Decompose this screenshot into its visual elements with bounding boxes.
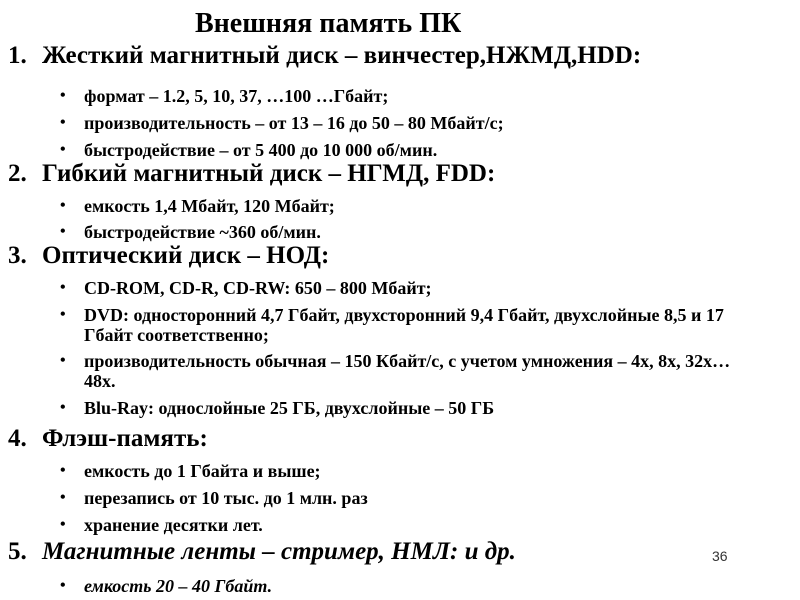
bullet-4-2 [60,488,368,508]
section-1-title: Жесткий магнитный диск – винчестер,НЖМД,HDD: [42,42,642,69]
section-5-heading [8,538,516,566]
section-3-heading [8,242,329,270]
bullet-text: Blu-Ray: однослойные 25 ГБ, двухслойные – 50 ГБ [84,398,495,418]
bullet-dot-icon: • [60,223,66,240]
section-3-title: Оптический диск – НОД: [42,242,330,269]
bullet-text: емкость 20 – 40 Гбайт. [84,576,273,596]
bullet-dot-icon: • [60,306,66,323]
bullet-text: хранение десятки лет. [84,515,263,535]
bullet-dot-icon: • [60,399,66,416]
bullet-text: производительность – от 13 – 16 до 50 – 80 Мбайт/с; [84,113,504,133]
bullet-3-1 [60,278,740,298]
section-4-title: Флэш-память: [42,425,208,452]
page-number: 36 [712,548,728,564]
bullet-1-1 [60,86,388,106]
bullet-text: емкость до 1 Гбайта и выше; [84,461,321,481]
section-4-heading [8,425,208,453]
section-2-heading [8,160,495,188]
bullet-2-2 [60,222,321,242]
bullet-dot-icon: • [60,577,66,594]
section-1-heading [8,42,641,70]
bullet-dot-icon: • [60,352,66,369]
bullet-4-1 [60,461,321,481]
section-3-number: 3. [8,242,27,269]
bullet-dot-icon: • [60,141,66,158]
section-2-number: 2. [8,160,27,187]
section-2-title: Гибкий магнитный диск – НГМД, FDD: [42,160,496,187]
bullet-2-1 [60,196,335,216]
bullet-dot-icon: • [60,114,66,131]
bullet-text: производительность обычная – 150 Кбайт/с, с учетом умножения – 4x, 8x, 32x…48x. [84,351,731,391]
bullet-text: формат – 1.2, 5, 10, 37, …100 …Гбайт; [84,86,389,106]
bullet-text: быстродействие ~360 об/мин. [84,222,321,242]
bullet-4-3 [60,515,263,535]
bullet-text: перезапись от 10 тыс. до 1 млн. раз [84,488,368,508]
bullet-dot-icon: • [60,279,66,296]
bullet-dot-icon: • [60,197,66,214]
section-1-number: 1. [8,42,27,69]
bullet-text: DVD: односторонний 4,7 Гбайт, двухсторонний 9,4 Гбайт, двухслойные 8,5 и 17 Гбайт соответственно; [84,305,724,345]
bullet-5-1 [60,576,272,596]
bullet-text: емкость 1,4 Мбайт, 120 Мбайт; [84,196,335,216]
bullet-dot-icon: • [60,462,66,479]
bullet-text: быстродействие – от 5 400 до 10 000 об/мин. [84,140,438,160]
bullet-3-3 [60,351,740,391]
bullet-text: CD-ROM, CD-R, CD-RW: 650 – 800 Мбайт; [84,278,432,298]
section-5-title: Магнитные ленты – стример, НМЛ: и др. [42,538,516,565]
section-5-number: 5. [8,538,27,565]
bullet-3-2 [60,305,740,345]
bullet-dot-icon: • [60,87,66,104]
bullet-3-4 [60,398,740,418]
bullet-dot-icon: • [60,489,66,506]
bullet-dot-icon: • [60,516,66,533]
bullet-1-2 [60,113,504,133]
section-4-number: 4. [8,425,27,452]
slide-title: Внешняя память ПК [195,8,462,39]
bullet-1-3 [60,140,437,160]
